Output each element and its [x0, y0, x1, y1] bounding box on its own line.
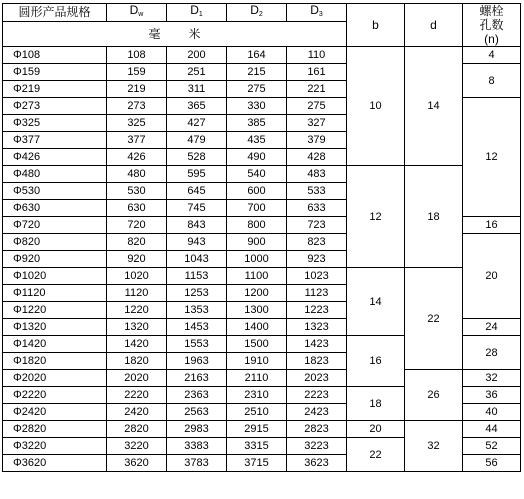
spec-cell: Φ920	[3, 251, 107, 268]
d1-cell: 365	[167, 98, 227, 115]
spec-cell: Φ630	[3, 200, 107, 217]
d2-cell: 3715	[227, 455, 287, 472]
d3-cell: 2423	[287, 404, 347, 421]
b-cell: 10	[347, 47, 405, 166]
d2-cell: 3315	[227, 438, 287, 455]
d1-cell: 1153	[167, 268, 227, 285]
d1-cell: 1453	[167, 319, 227, 336]
spec-cell: Φ2020	[3, 370, 107, 387]
spec-cell: Φ1320	[3, 319, 107, 336]
spec-cell: Φ1820	[3, 353, 107, 370]
d2-cell: 1200	[227, 285, 287, 302]
spec-cell: Φ325	[3, 115, 107, 132]
d-cell: 26	[405, 370, 463, 421]
d1-cell: 2363	[167, 387, 227, 404]
table-body	[3, 47, 521, 472]
spec-cell: Φ720	[3, 217, 107, 234]
dw-cell: 3220	[107, 438, 167, 455]
spec-cell: Φ3620	[3, 455, 107, 472]
dw-cell: 159	[107, 64, 167, 81]
spec-cell: Φ2420	[3, 404, 107, 421]
bolt-holes-cell: 44	[463, 421, 521, 438]
d3-cell: 723	[287, 217, 347, 234]
d2-cell: 215	[227, 64, 287, 81]
d3-cell: 923	[287, 251, 347, 268]
dw-cell: 820	[107, 234, 167, 251]
d-cell: 18	[405, 166, 463, 268]
dw-cell: 325	[107, 115, 167, 132]
spec-cell: Φ530	[3, 183, 107, 200]
table-row	[3, 47, 521, 64]
d1-cell: 595	[167, 166, 227, 183]
dw-cell: 1420	[107, 336, 167, 353]
dw-cell: 1020	[107, 268, 167, 285]
spec-cell: Φ377	[3, 132, 107, 149]
header-dw: $D_w$	[107, 4, 167, 22]
d2-cell: 800	[227, 217, 287, 234]
dw-cell: 2220	[107, 387, 167, 404]
bolt-holes-cell: 8	[463, 64, 521, 98]
d2-cell: 1400	[227, 319, 287, 336]
d3-cell: 161	[287, 64, 347, 81]
d3-cell: 1323	[287, 319, 347, 336]
d3-cell: 633	[287, 200, 347, 217]
d1-cell: 645	[167, 183, 227, 200]
d3-cell: 1823	[287, 353, 347, 370]
d3-cell: 2023	[287, 370, 347, 387]
b-cell: 16	[347, 336, 405, 387]
d3-cell: 110	[287, 47, 347, 64]
dw-cell: 2820	[107, 421, 167, 438]
dw-cell: 1320	[107, 319, 167, 336]
spec-cell: Φ219	[3, 81, 107, 98]
spec-cell: Φ1220	[3, 302, 107, 319]
table-row	[3, 370, 521, 387]
header-bolt-line-2: 孔数	[479, 18, 504, 32]
d1-cell: 2983	[167, 421, 227, 438]
d2-cell: 600	[227, 183, 287, 200]
d3-cell: 1223	[287, 302, 347, 319]
d2-cell: 900	[227, 234, 287, 251]
d1-cell: 1553	[167, 336, 227, 353]
d2-cell: 490	[227, 149, 287, 166]
d1-cell: 2563	[167, 404, 227, 421]
spec-cell: Φ480	[3, 166, 107, 183]
header-d2: $D_2$	[227, 4, 287, 22]
dw-cell: 720	[107, 217, 167, 234]
dw-cell: 273	[107, 98, 167, 115]
d1-cell: 427	[167, 115, 227, 132]
dw-cell: 2420	[107, 404, 167, 421]
d1-cell: 528	[167, 149, 227, 166]
d3-cell: 275	[287, 98, 347, 115]
d-cell: 32	[405, 421, 463, 472]
bolt-holes-cell: 24	[463, 319, 521, 336]
d1-cell: 2163	[167, 370, 227, 387]
d3-cell: 2823	[287, 421, 347, 438]
d2-cell: 700	[227, 200, 287, 217]
d1-cell: 1353	[167, 302, 227, 319]
d-cell: 22	[405, 268, 463, 370]
bolt-holes-cell: 12	[463, 98, 521, 217]
d3-cell: 823	[287, 234, 347, 251]
d2-cell: 435	[227, 132, 287, 149]
d2-cell: 385	[227, 115, 287, 132]
d3-cell: 483	[287, 166, 347, 183]
header-d: d	[405, 4, 463, 47]
dw-cell: 2020	[107, 370, 167, 387]
d2-cell: 1910	[227, 353, 287, 370]
d1-cell: 1253	[167, 285, 227, 302]
d2-cell: 1300	[227, 302, 287, 319]
header-b: b	[347, 4, 405, 47]
dw-cell: 630	[107, 200, 167, 217]
d3-cell: 428	[287, 149, 347, 166]
dw-cell: 480	[107, 166, 167, 183]
d3-cell: 221	[287, 81, 347, 98]
d1-cell: 251	[167, 64, 227, 81]
d1-cell: 843	[167, 217, 227, 234]
spec-cell: Φ1020	[3, 268, 107, 285]
d1-cell: 200	[167, 47, 227, 64]
bolt-holes-cell: 20	[463, 234, 521, 319]
d3-cell: 3223	[287, 438, 347, 455]
d3-cell: 327	[287, 115, 347, 132]
d3-cell: 3623	[287, 455, 347, 472]
spec-cell: Φ2820	[3, 421, 107, 438]
header-bolt-line-3: (n)	[484, 32, 499, 46]
dw-cell: 1220	[107, 302, 167, 319]
d2-cell: 540	[227, 166, 287, 183]
b-cell: 12	[347, 166, 405, 268]
d2-cell: 1100	[227, 268, 287, 285]
dw-cell: 920	[107, 251, 167, 268]
d1-cell: 3783	[167, 455, 227, 472]
dw-cell: 219	[107, 81, 167, 98]
spec-cell: Φ1420	[3, 336, 107, 353]
d1-cell: 311	[167, 81, 227, 98]
d1-cell: 3383	[167, 438, 227, 455]
b-cell: 22	[347, 438, 405, 472]
d2-cell: 275	[227, 81, 287, 98]
header-bolt-holes	[463, 4, 521, 47]
bolt-holes-cell: 28	[463, 336, 521, 370]
d1-cell: 943	[167, 234, 227, 251]
dw-cell: 108	[107, 47, 167, 64]
spec-cell: Φ1120	[3, 285, 107, 302]
spec-cell: Φ820	[3, 234, 107, 251]
d1-cell: 1043	[167, 251, 227, 268]
spec-cell: Φ108	[3, 47, 107, 64]
d1-cell: 745	[167, 200, 227, 217]
d3-cell: 1123	[287, 285, 347, 302]
d2-cell: 2915	[227, 421, 287, 438]
b-cell: 20	[347, 421, 405, 438]
spec-cell: Φ3220	[3, 438, 107, 455]
dw-cell: 3620	[107, 455, 167, 472]
spec-cell: Φ273	[3, 98, 107, 115]
dw-cell: 1820	[107, 353, 167, 370]
bolt-holes-cell: 52	[463, 438, 521, 455]
spec-cell: Φ159	[3, 64, 107, 81]
d1-cell: 1963	[167, 353, 227, 370]
d2-cell: 1500	[227, 336, 287, 353]
bolt-holes-cell: 4	[463, 47, 521, 64]
d3-cell: 533	[287, 183, 347, 200]
d1-cell: 479	[167, 132, 227, 149]
spec-cell: Φ426	[3, 149, 107, 166]
header-d3: $D_3$	[287, 4, 347, 22]
bolt-holes-cell: 16	[463, 217, 521, 234]
b-cell: 14	[347, 268, 405, 336]
d2-cell: 164	[227, 47, 287, 64]
bolt-holes-cell: 40	[463, 404, 521, 421]
d3-cell: 2223	[287, 387, 347, 404]
table-row	[3, 166, 521, 183]
d2-cell: 330	[227, 98, 287, 115]
dw-cell: 426	[107, 149, 167, 166]
header-spec: 圆形产品规格	[3, 4, 107, 22]
dw-cell: 1120	[107, 285, 167, 302]
d-cell: 14	[405, 47, 463, 166]
spec-cell: Φ2220	[3, 387, 107, 404]
dw-cell: 377	[107, 132, 167, 149]
d2-cell: 2310	[227, 387, 287, 404]
d3-cell: 1423	[287, 336, 347, 353]
bolt-holes-cell: 56	[463, 455, 521, 472]
bolt-holes-cell: 32	[463, 370, 521, 387]
flange-spec-table	[2, 3, 521, 472]
d2-cell: 2110	[227, 370, 287, 387]
d3-cell: 379	[287, 132, 347, 149]
d2-cell: 1000	[227, 251, 287, 268]
table-row	[3, 268, 521, 285]
header-bolt-line-1: 螺栓	[479, 4, 504, 18]
d3-cell: 1023	[287, 268, 347, 285]
unit-row: 毫米	[3, 22, 347, 47]
d2-cell: 2510	[227, 404, 287, 421]
dw-cell: 530	[107, 183, 167, 200]
header-d1: $D_1$	[167, 4, 227, 22]
table-row	[3, 421, 521, 438]
bolt-holes-cell: 36	[463, 387, 521, 404]
b-cell: 18	[347, 387, 405, 421]
